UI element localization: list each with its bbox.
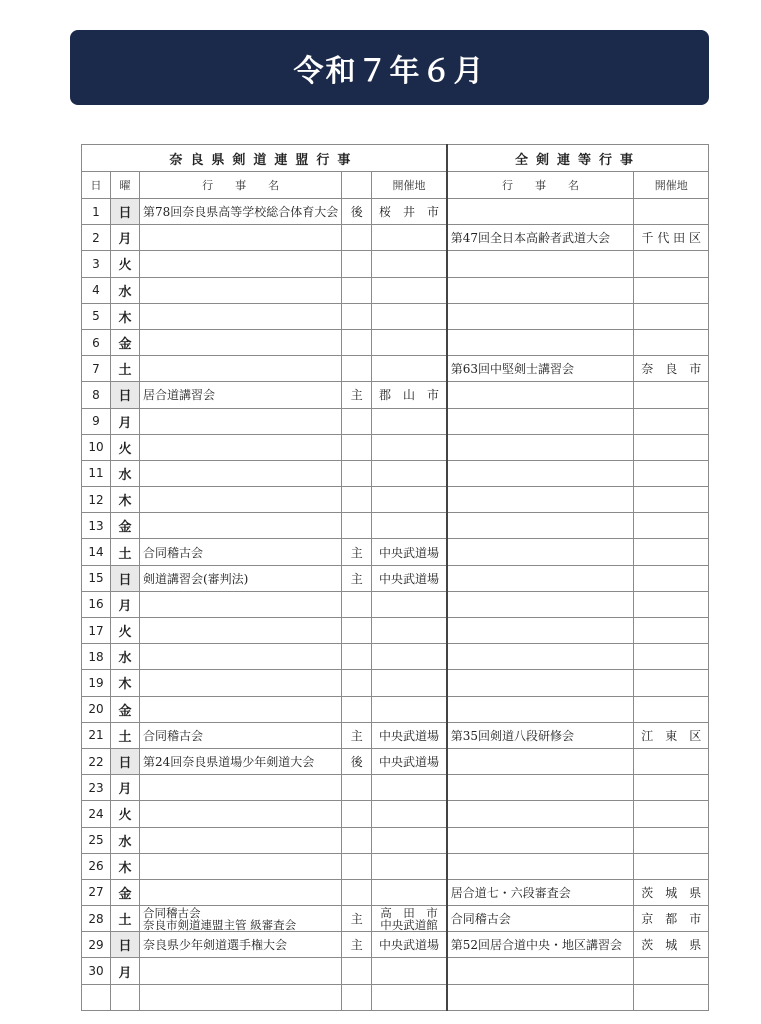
event-cell	[140, 303, 342, 329]
venue-cell: 中央武道場	[372, 565, 447, 591]
nara-group-header: 奈良県剣道連盟行事	[82, 145, 447, 172]
type-cell	[342, 434, 372, 460]
dow-cell: 月	[111, 225, 140, 251]
zen-venue-cell: 茨 城 県	[634, 932, 709, 958]
table-row	[82, 277, 709, 303]
type-cell: 後	[342, 199, 372, 225]
table-row	[82, 434, 709, 460]
zen-venue-cell	[634, 958, 709, 984]
zen-venue-cell	[634, 303, 709, 329]
zen-venue-cell: 江 東 区	[634, 722, 709, 748]
event-cell	[140, 827, 342, 853]
day-cell: 18	[82, 644, 111, 670]
zen-event-cell	[447, 408, 634, 434]
zen-venue-cell	[634, 801, 709, 827]
venue-cell	[372, 853, 447, 879]
type-cell	[342, 801, 372, 827]
zen-event-cell	[447, 853, 634, 879]
type-cell	[342, 879, 372, 905]
type-cell	[342, 591, 372, 617]
table-row	[82, 618, 709, 644]
zen-event-cell	[447, 565, 634, 591]
type-cell: 主	[342, 906, 372, 932]
venue-cell	[372, 984, 447, 1010]
zen-venue-cell	[634, 382, 709, 408]
table-row	[82, 225, 709, 251]
venue-cell	[372, 460, 447, 486]
day-cell: 6	[82, 329, 111, 355]
zen-venue-cell	[634, 460, 709, 486]
zen-event-cell	[447, 591, 634, 617]
event-cell	[140, 460, 342, 486]
table-row	[82, 932, 709, 958]
day-cell: 12	[82, 487, 111, 513]
dow-cell: 金	[111, 329, 140, 355]
type-cell	[342, 513, 372, 539]
day-cell: 9	[82, 408, 111, 434]
event-cell: 第78回奈良県高等学校総合体育大会	[140, 199, 342, 225]
day-cell: 14	[82, 539, 111, 565]
table-row	[82, 984, 709, 1010]
table-row	[82, 801, 709, 827]
zen-event-cell: 第47回全日本高齢者武道大会	[447, 225, 634, 251]
event-cell	[140, 984, 342, 1010]
venue-cell	[372, 801, 447, 827]
zen-event-cell	[447, 303, 634, 329]
venue-cell	[372, 434, 447, 460]
table-row	[82, 408, 709, 434]
venue-cell	[372, 251, 447, 277]
table-row	[82, 748, 709, 774]
table-row	[82, 382, 709, 408]
dow-cell: 月	[111, 591, 140, 617]
venue-cell: 中央武道場	[372, 722, 447, 748]
type-cell	[342, 775, 372, 801]
day-cell: 26	[82, 853, 111, 879]
day-cell: 30	[82, 958, 111, 984]
type-cell: 主	[342, 565, 372, 591]
zen-event-cell	[447, 329, 634, 355]
type-cell	[342, 853, 372, 879]
event-cell	[140, 591, 342, 617]
venue-cell: 桜 井 市	[372, 199, 447, 225]
event-cell: 剣道講習会(審判法)	[140, 565, 342, 591]
venue-cell: 郡 山 市	[372, 382, 447, 408]
zen-venue-cell	[634, 277, 709, 303]
zen-event-cell	[447, 487, 634, 513]
zen-venue-cell: 奈 良 市	[634, 356, 709, 382]
zen-venue-cell	[634, 539, 709, 565]
zen-event-cell	[447, 382, 634, 408]
dow-cell: 火	[111, 251, 140, 277]
dow-cell: 木	[111, 303, 140, 329]
zen-venue-column-header: 開催地	[634, 172, 709, 199]
zen-event-cell	[447, 958, 634, 984]
zen-venue-cell	[634, 827, 709, 853]
zen-venue-cell: 京 都 市	[634, 906, 709, 932]
venue-cell	[372, 827, 447, 853]
venue-cell: 中央武道場	[372, 539, 447, 565]
zen-venue-cell	[634, 748, 709, 774]
event-cell: 第24回奈良県道場少年剣道大会	[140, 748, 342, 774]
type-cell	[342, 460, 372, 486]
zen-event-cell	[447, 513, 634, 539]
event-cell	[140, 618, 342, 644]
zen-event-column-header: 行 事 名	[447, 172, 634, 199]
zen-event-cell	[447, 434, 634, 460]
zen-event-cell: 合同稽古会	[447, 906, 634, 932]
zen-venue-cell: 千 代 田 区	[634, 225, 709, 251]
venue-line: 高 田 市	[380, 905, 438, 920]
zen-event-cell	[447, 199, 634, 225]
dow-cell: 火	[111, 434, 140, 460]
zen-event-cell: 第35回剣道八段研修会	[447, 722, 634, 748]
venue-cell	[372, 670, 447, 696]
zen-event-cell	[447, 618, 634, 644]
event-cell	[140, 670, 342, 696]
table-row	[82, 539, 709, 565]
table-row	[82, 460, 709, 486]
day-cell: 29	[82, 932, 111, 958]
event-cell: 合同稽古会	[140, 722, 342, 748]
day-cell: 5	[82, 303, 111, 329]
day-cell: 25	[82, 827, 111, 853]
dow-cell: 木	[111, 487, 140, 513]
zen-venue-cell	[634, 565, 709, 591]
month-title: 令和７年６月	[293, 53, 486, 89]
zen-venue-cell	[634, 670, 709, 696]
event-cell	[140, 644, 342, 670]
dow-cell: 日	[111, 748, 140, 774]
table-row	[82, 303, 709, 329]
zen-venue-cell	[634, 775, 709, 801]
event-cell: 奈良県少年剣道選手権大会	[140, 932, 342, 958]
day-column-header: 日	[82, 172, 111, 199]
venue-cell: 中央武道場	[372, 932, 447, 958]
zen-event-cell: 第52回居合道中央・地区講習会	[447, 932, 634, 958]
day-cell: 21	[82, 722, 111, 748]
table-row	[82, 487, 709, 513]
dow-cell: 日	[111, 199, 140, 225]
day-cell: 22	[82, 748, 111, 774]
zen-event-cell	[447, 984, 634, 1010]
venue-cell	[372, 408, 447, 434]
type-cell	[342, 670, 372, 696]
venue-column-header: 開催地	[372, 172, 447, 199]
event-line: 合同稽古会	[143, 905, 201, 920]
month-banner	[70, 30, 709, 105]
day-cell: 1	[82, 199, 111, 225]
zen-group-header: 全剣連等行事	[447, 145, 709, 172]
day-cell: 24	[82, 801, 111, 827]
dow-cell: 日	[111, 382, 140, 408]
day-cell: 2	[82, 225, 111, 251]
venue-cell	[372, 618, 447, 644]
event-calendar-table	[81, 144, 709, 1011]
event-cell	[140, 958, 342, 984]
zen-venue-cell	[634, 199, 709, 225]
type-cell	[342, 696, 372, 722]
event-cell	[140, 696, 342, 722]
type-cell: 主	[342, 932, 372, 958]
venue-cell	[372, 906, 447, 932]
table-row	[82, 879, 709, 905]
day-cell: 27	[82, 879, 111, 905]
day-cell: 11	[82, 460, 111, 486]
table-row	[82, 696, 709, 722]
zen-event-cell	[447, 748, 634, 774]
event-cell	[140, 225, 342, 251]
type-cell	[342, 827, 372, 853]
venue-cell	[372, 329, 447, 355]
dow-cell: 木	[111, 853, 140, 879]
type-cell	[342, 408, 372, 434]
table-row	[82, 775, 709, 801]
venue-cell	[372, 277, 447, 303]
venue-cell	[372, 958, 447, 984]
table-row	[82, 906, 709, 932]
venue-cell: 中央武道場	[372, 748, 447, 774]
zen-event-cell	[447, 539, 634, 565]
dow-cell: 土	[111, 906, 140, 932]
type-cell	[342, 225, 372, 251]
zen-venue-cell	[634, 251, 709, 277]
event-cell	[140, 775, 342, 801]
event-cell	[140, 251, 342, 277]
day-cell	[82, 984, 111, 1010]
day-cell: 28	[82, 906, 111, 932]
table-row	[82, 722, 709, 748]
venue-cell	[372, 696, 447, 722]
table-row	[82, 251, 709, 277]
zen-venue-cell	[634, 513, 709, 539]
zen-venue-cell	[634, 984, 709, 1010]
day-cell: 7	[82, 356, 111, 382]
dow-cell: 金	[111, 696, 140, 722]
dow-cell: 月	[111, 408, 140, 434]
event-cell	[140, 487, 342, 513]
type-cell: 主	[342, 382, 372, 408]
table-row	[82, 329, 709, 355]
day-cell: 13	[82, 513, 111, 539]
event-cell	[140, 879, 342, 905]
type-cell: 主	[342, 539, 372, 565]
dow-column-header: 曜	[111, 172, 140, 199]
event-cell	[140, 906, 342, 932]
dow-cell: 金	[111, 513, 140, 539]
zen-event-cell	[447, 460, 634, 486]
venue-cell	[372, 487, 447, 513]
table-row	[82, 565, 709, 591]
zen-event-cell	[447, 827, 634, 853]
dow-cell: 土	[111, 722, 140, 748]
event-cell	[140, 801, 342, 827]
venue-cell	[372, 879, 447, 905]
table-row	[82, 513, 709, 539]
event-line: 奈良市剣道連盟主管 級審査会	[143, 917, 297, 932]
event-cell	[140, 513, 342, 539]
zen-venue-cell	[634, 618, 709, 644]
type-cell	[342, 958, 372, 984]
venue-cell	[372, 591, 447, 617]
table-row	[82, 356, 709, 382]
event-column-header: 行 事 名	[140, 172, 342, 199]
dow-cell	[111, 984, 140, 1010]
dow-cell: 火	[111, 618, 140, 644]
type-cell	[342, 644, 372, 670]
day-cell: 20	[82, 696, 111, 722]
zen-venue-cell	[634, 591, 709, 617]
type-cell	[342, 618, 372, 644]
event-cell: 合同稽古会	[140, 539, 342, 565]
day-cell: 16	[82, 591, 111, 617]
day-cell: 23	[82, 775, 111, 801]
type-cell	[342, 984, 372, 1010]
type-cell	[342, 251, 372, 277]
event-cell: 居合道講習会	[140, 382, 342, 408]
day-cell: 15	[82, 565, 111, 591]
dow-cell: 水	[111, 277, 140, 303]
day-cell: 17	[82, 618, 111, 644]
type-cell	[342, 487, 372, 513]
venue-cell	[372, 644, 447, 670]
dow-cell: 日	[111, 565, 140, 591]
table-row	[82, 853, 709, 879]
table-row	[82, 827, 709, 853]
dow-cell: 日	[111, 932, 140, 958]
venue-line: 中央武道館	[380, 917, 438, 932]
zen-venue-cell	[634, 434, 709, 460]
dow-cell: 金	[111, 879, 140, 905]
zen-event-cell	[447, 277, 634, 303]
day-cell: 19	[82, 670, 111, 696]
venue-cell	[372, 225, 447, 251]
zen-event-cell	[447, 775, 634, 801]
dow-cell: 水	[111, 644, 140, 670]
event-cell	[140, 329, 342, 355]
dow-cell: 水	[111, 460, 140, 486]
zen-venue-cell	[634, 329, 709, 355]
zen-event-cell	[447, 251, 634, 277]
dow-cell: 土	[111, 356, 140, 382]
type-cell	[342, 329, 372, 355]
venue-cell	[372, 356, 447, 382]
table-row	[82, 199, 709, 225]
dow-cell: 木	[111, 670, 140, 696]
table-row	[82, 591, 709, 617]
type-cell: 主	[342, 722, 372, 748]
day-cell: 8	[82, 382, 111, 408]
zen-event-cell: 第63回中堅剣士講習会	[447, 356, 634, 382]
dow-cell: 土	[111, 539, 140, 565]
dow-cell: 月	[111, 958, 140, 984]
table-row	[82, 644, 709, 670]
zen-event-cell	[447, 644, 634, 670]
day-cell: 10	[82, 434, 111, 460]
type-cell	[342, 303, 372, 329]
event-cell	[140, 853, 342, 879]
event-cell	[140, 408, 342, 434]
table-row	[82, 670, 709, 696]
type-cell	[342, 356, 372, 382]
type-column-header	[342, 172, 372, 199]
zen-venue-cell	[634, 487, 709, 513]
venue-cell	[372, 775, 447, 801]
zen-event-cell	[447, 670, 634, 696]
zen-venue-cell	[634, 853, 709, 879]
dow-cell: 火	[111, 801, 140, 827]
zen-venue-cell	[634, 696, 709, 722]
zen-event-cell	[447, 696, 634, 722]
type-cell: 後	[342, 748, 372, 774]
venue-cell	[372, 513, 447, 539]
day-cell: 4	[82, 277, 111, 303]
event-cell	[140, 434, 342, 460]
zen-event-cell	[447, 801, 634, 827]
event-cell	[140, 277, 342, 303]
day-cell: 3	[82, 251, 111, 277]
zen-venue-cell	[634, 644, 709, 670]
zen-venue-cell	[634, 408, 709, 434]
dow-cell: 水	[111, 827, 140, 853]
zen-event-cell: 居合道七・六段審査会	[447, 879, 634, 905]
type-cell	[342, 277, 372, 303]
event-cell	[140, 356, 342, 382]
dow-cell: 月	[111, 775, 140, 801]
zen-venue-cell: 茨 城 県	[634, 879, 709, 905]
venue-cell	[372, 303, 447, 329]
table-row	[82, 958, 709, 984]
